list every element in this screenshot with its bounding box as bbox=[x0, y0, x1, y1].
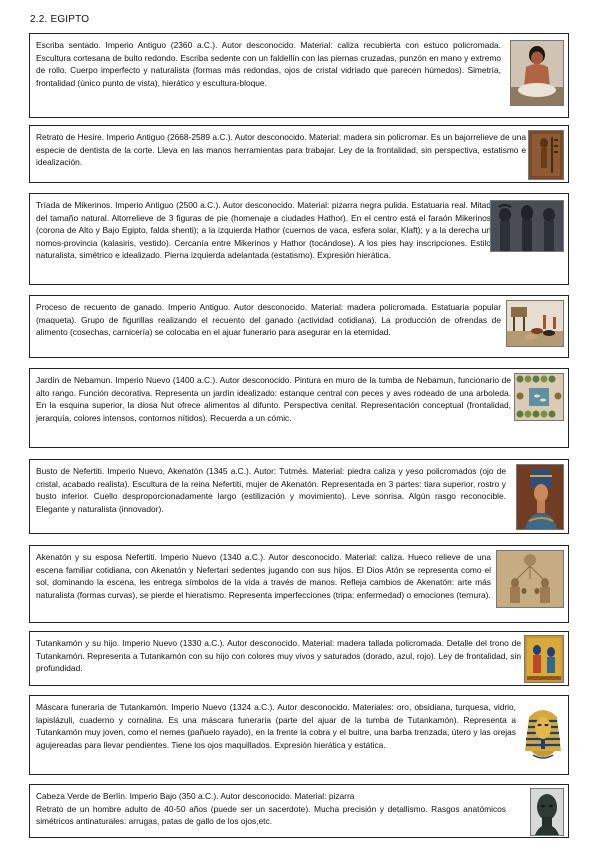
escriba-sentado-image bbox=[510, 40, 564, 106]
entry-text: Akenatón y su esposa Nefertiti. Imperio Nuevo (1340 a.C.). Autor desconocido. Material: caliza. Hueco relieve de una escena familiar cotidiana, con Akenatón y Nefertari sedentes jugando con sus hijos. El Dios Atón se representa como el sol, dominando la escena, les entrega símbolos de la vida a través de manos. Refleja cambios de Akenatón: arte más naturalista (formas curvas), se pierde el hieratismo. Representa imperfecciones (tripa: enfermedad) o emociones (ternura). bbox=[36, 552, 491, 600]
entry-card-escriba bbox=[29, 33, 569, 118]
entry-card-nebamun bbox=[29, 368, 569, 448]
entry-text: Tríada de Mikerinos. Imperio Antiguo (2500 a.C.). Autor desconocido. Material: pizarra negra pulida. Estatuaria real. Mitad del tamaño natural. Altorrelieve de 3 figuras de pie (homenaje a ciudades Hathor). En el centro está el faraón Mikerinos (corona de Alto y Bajo Egipto, falda shenti); a la izquierda Hathor (cuernos de vaca, esfera solar, Klaft); y a la derecha un nomos-provincia (kalasiris, vestido). Cercanía entre Mikerinos y Hathor (tocándose). A los pies hay inscripciones. Estilo naturalista, simétrico e idealizado. Pierna izquierda adelantada (estatismo). Expresión hierática. bbox=[36, 200, 491, 261]
entry-text: Cabeza Verde de Berlín. Imperio Bajo (350 a.C.). Autor desconocido. Material: pizarra Retrato de un hombre adulto de 40-50 años (puede ser un sacerdote). Mucha precisión y detallismo. Rasgos anatómicos simétricos antinaturales: arrugas, patas de gallo de los ojos,etc. bbox=[36, 791, 506, 827]
entry-text: Proceso de recuento de ganado. Imperio Antiguo. Autor desconocido. Material: madera policromada. Estatuaria popular (maqueta). Grupo de figurillas realizando el recuento del ganado (actividad cotidiana). La producción de ofrendas de alimento (cosechas, carnicería) se colocaba en el ajuar funerario para asegurar en la eternidad. bbox=[36, 302, 501, 338]
entry-card-trono bbox=[29, 631, 569, 686]
section-heading: 2.2. EGIPTO bbox=[30, 14, 90, 25]
akenaton-relieve-image bbox=[496, 550, 564, 608]
entry-card-cabeza-verde bbox=[29, 784, 569, 838]
recuento-ganado-image bbox=[506, 300, 564, 347]
entry-text: Busto de Nefertiti. Imperio Nuevo, Akenatón (1345 a.C.). Autor: Tutmés. Material: piedra caliza y yeso policromados (ojo de cristal, acabado realista). Escultura de la reina Nefertiti, mujer de Akenatón. Representada en 3 partes: tiara superior, rostro y busto inferior. Cuello desproporcionadamente largo (estilización y movimiento). Leve sonrisa. Algún rasgo reconocible. Elegante y naturalista (innovador). bbox=[36, 466, 506, 514]
mascara-tutankamon-image bbox=[522, 700, 564, 768]
entry-text: Escriba sentado. Imperio Antiguo (2360 a.C.). Autor desconocido. Material: caliza recubierta con estuco policromada. Escultura cortesana de bulto redondo. Escriba sedente con un faldellín con las piernas cruzadas, punzón en mano y extremo de rollo. Cuerpo imperfecto y naturalista (formas más redondas, ojos de cristal vidriado que parecen húmedos). Simetría, frontalidad (único punto de vista), hierático y escultura-bloque. bbox=[36, 40, 501, 88]
entry-card-mikerinos bbox=[29, 193, 569, 285]
entry-card-nefertiti bbox=[29, 459, 569, 534]
entry-text: Jardín de Nebamun. Imperio Nuevo (1400 a.C.). Autor desconocido. Pintura en muro de la tumba de Nebamun, funcionario de alto rango. Función decorativa. Representa un jardín idealizado: estanque central con peces y aves rodeado de una arboleda. En la esquina superior, la diosa Nut ofrece alimentos al difunto. Perspectiva cenital. Representación conceptual (frontalidad, jerarquía, colores intensos, contornos nítidos). Recuerda a un cómic. bbox=[36, 375, 511, 423]
entry-text: Retrato de Hesire. Imperio Antiguo (2668-2589 a.C.). Autor desconocido. Material: madera sin policromar. Es un bajorrelieve de una especie de dentista de la corte. Lleva en las manos herramientas para trabajar. Ley de la frontalidad, sin perspectiva, estatismo e idealización. bbox=[36, 132, 526, 168]
trono-tutankamon-image bbox=[524, 635, 564, 683]
entry-card-ganado bbox=[29, 295, 569, 358]
entry-card-hesire bbox=[29, 125, 569, 183]
entry-text: Máscara funeraria de Tutankamón. Imperio Nuevo (1324 a.C.). Autor desconocido. Materiales: oro, obsidiana, turquesa, vidrio, lapislázuli, cuaderno y cornalina. Es una máscara funeraria (parte del ajuar de la tumba de Tutankamón). Representa a Tutankamón muy joven, como el nemes (pañuelo rayado), en la frente la cobra y el buitre, una barba trenzada, útero y las orejas agujereadas para llevar pendientes. Tiene los ojos maquillados. Expresión hierática y estática. bbox=[36, 702, 516, 750]
busto-nefertiti-image bbox=[516, 464, 564, 530]
entry-card-akenaton bbox=[29, 545, 569, 623]
cabeza-verde-image bbox=[530, 788, 564, 836]
jardin-nebamun-image bbox=[514, 373, 564, 421]
entry-text: Tutankamón y su hijo. Imperio Nuevo (1330 a.C.). Autor desconocido. Material: madera tallada policromada. Detalle del trono de Tutankamón. Representa a Tutankamón con su hijo con colores muy vivos y saturados (dorado, azul, rojo). Ley de frontalidad, sin profundidad. bbox=[36, 638, 521, 674]
retrato-hesire-image bbox=[528, 130, 564, 180]
triada-mikerinos-image bbox=[490, 200, 564, 252]
entry-card-mascara bbox=[29, 695, 569, 775]
